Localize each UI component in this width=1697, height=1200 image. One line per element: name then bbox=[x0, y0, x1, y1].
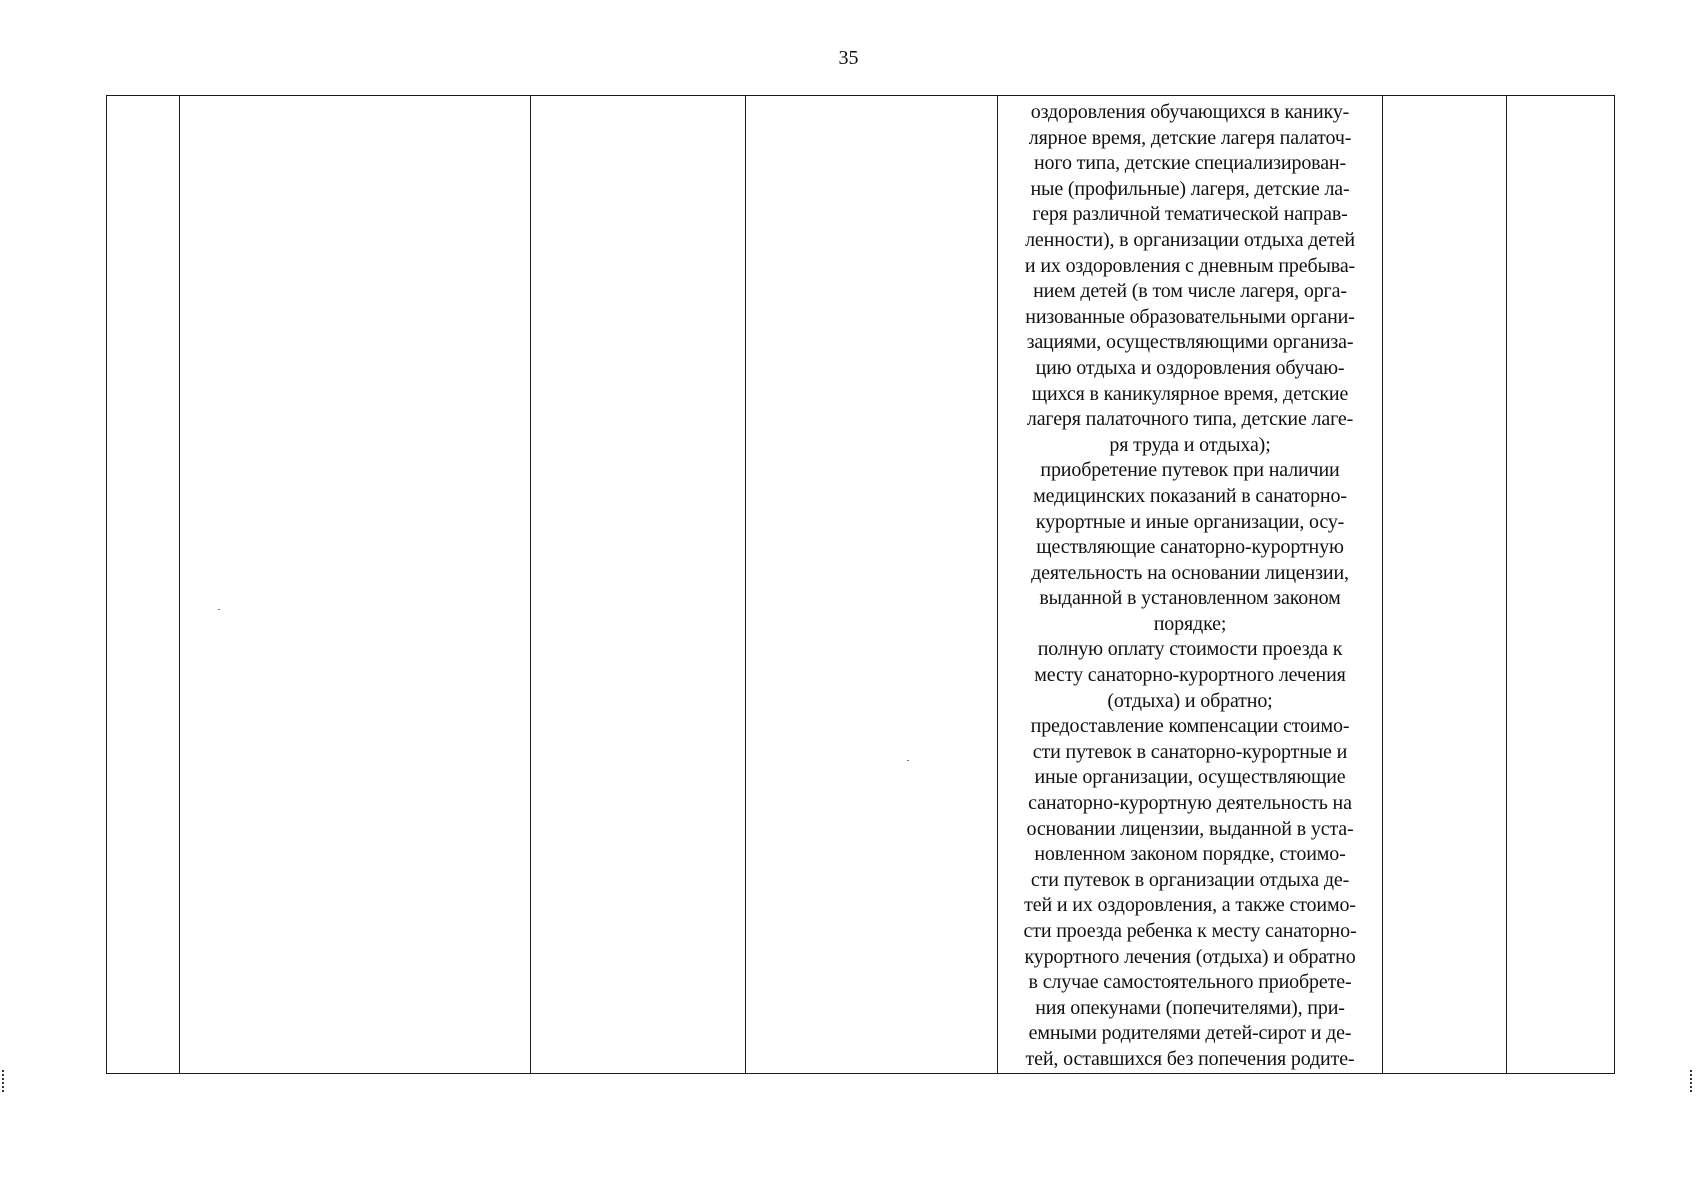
paragraph-compensation: предоставление компенсации стоимо- сти путевок в санаторно-курортные и иные организации, осуществляющие санаторно-курортную деятельность на основании лицензии, выданной в уста- новленном законом порядке, стоимо- сти путевок в организации отдыха де- тей и их оздоровления, а также стоимо- сти проезда ребенка к месту санаторно- курортного лечения (отдыха) и обратно в случае самостоятельного приобрете- ния опекунами (попечителями), при- емными родителями детей-сирот и де- тей, оставшихся без попечения родите- bbox=[1023, 715, 1357, 1070]
paragraph-sanatorium-vouchers: приобретение путевок при наличии медицинских показаний в санаторно- курортные и иные организации, осу- ществляющие санаторно-курортную деятельность на основании лицензии, выданной в установленном законом порядке; bbox=[1031, 459, 1349, 635]
table-cell-column-2 bbox=[180, 96, 531, 1074]
table-cell-column-6 bbox=[1383, 96, 1507, 1074]
right-margin-mark bbox=[1690, 1070, 1695, 1092]
table-cell-column-3 bbox=[531, 96, 746, 1074]
paragraph-travel-payment: полную оплату стоимости проезда к месту санаторно-курортного лечения (отдыха) и обратно; bbox=[1034, 638, 1346, 712]
table-cell-number bbox=[107, 96, 180, 1074]
scan-speck bbox=[907, 760, 909, 761]
table-cell-column-4 bbox=[746, 96, 998, 1074]
left-margin-mark bbox=[2, 1070, 7, 1092]
table-cell-measures-text bbox=[998, 96, 1383, 1074]
table-row bbox=[107, 96, 1615, 1074]
page-number: 35 bbox=[838, 47, 859, 69]
table-cell-column-7 bbox=[1507, 96, 1615, 1074]
benefits-table bbox=[106, 95, 1615, 1074]
scan-speck bbox=[218, 609, 220, 610]
paragraph-recreation-organizations: оздоровления обучающихся в канику- лярное время, детские лагеря палаточ- ного типа, детские специализирован- ные (профильные) лагеря, детские ла- геря различной тематической направ- ленности), в организации отдыха детей и их оздоровления с дневным пребыва- нием детей (в том числе лагеря, орга- низованные образовательными органи- зациями, осуществляющими организа- цию отдыха и оздоровления обучаю- щихся в каникулярное время, детские лагеря палаточного типа, детские лаге- ря труда и отдыха); bbox=[1024, 101, 1356, 456]
